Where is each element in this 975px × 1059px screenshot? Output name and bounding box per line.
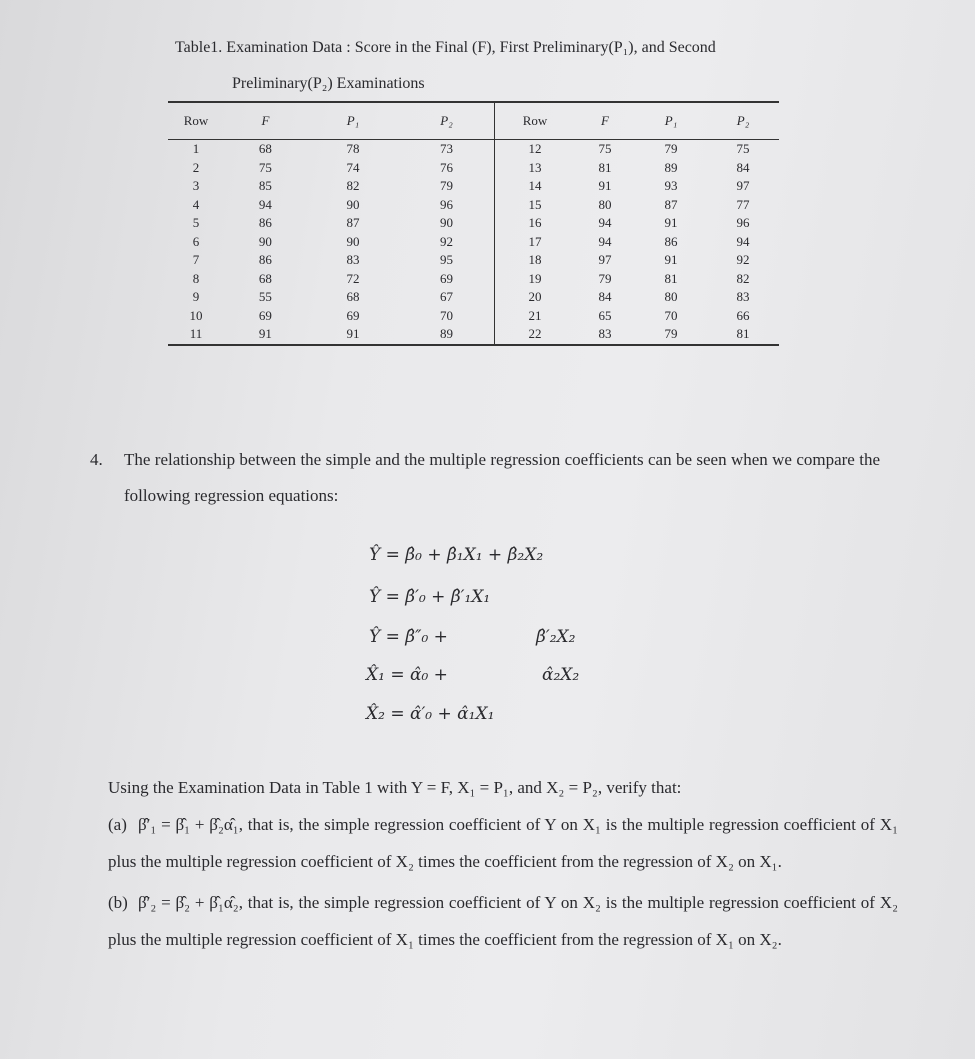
part-b-label: (b) — [108, 893, 128, 912]
table-cell: 68 — [258, 141, 272, 157]
table-cell: 82 — [736, 270, 750, 286]
table-cell: 74 — [346, 159, 360, 175]
table-row — [168, 159, 779, 178]
table-cell: 83 — [346, 252, 360, 268]
table-cell: 94 — [598, 215, 612, 231]
table-cell: 94 — [598, 233, 612, 249]
table-cell: 86 — [258, 252, 272, 268]
table-body — [168, 140, 779, 345]
column-header-2: P₁ — [307, 102, 399, 140]
table-cell: 77 — [736, 196, 750, 212]
verification-task — [108, 770, 898, 958]
table-cell: 85 — [258, 178, 272, 194]
table-cell: 76 — [440, 159, 454, 175]
table-cell: 83 — [736, 289, 750, 305]
table-cell: 75 — [258, 159, 272, 175]
problem-statement: The relationship between the simple and the multiple regression coefficients can be seen when we compare the following regression equations: — [124, 450, 880, 505]
table-cell: 1 — [192, 141, 200, 157]
table-cell: 68 — [346, 289, 360, 305]
table-cell: 87 — [664, 196, 678, 212]
table-cell: 75 — [598, 141, 612, 157]
equation-2: Ŷ = β̂′₀ + β̂′₁X₁ — [369, 587, 491, 607]
table-cell: 19 — [495, 270, 576, 289]
part-b-text: β̂′₂ = β̂₂ + β̂₁α̂₂, that is, the simple regression coefficient of Y on X₂ is the multiple regression coefficient of X₂ plus the multiple regression coefficient of X₁ times the coefficient from the regression of X₁ on X₂. — [108, 893, 898, 949]
table-cell: 22 — [495, 325, 576, 345]
table-cell: 87 — [346, 215, 360, 231]
equation-3-right: β̂′₂X₂ — [536, 627, 576, 647]
table-cell: 81 — [598, 159, 612, 175]
column-header-3: P₂ — [399, 102, 494, 140]
table-caption-line-1: Table1. Examination Data : Score in the Final (F), First Preliminary(P₁), and Second — [175, 39, 716, 56]
table-row — [168, 177, 779, 196]
examination-data-table — [168, 101, 779, 346]
table-cell: 89 — [440, 326, 454, 342]
table-row — [168, 251, 779, 270]
table-header-row — [168, 102, 779, 140]
column-header-0: Row — [168, 102, 224, 140]
part-a-text: β̂′₁ = β̂₁ + β̂₂α̂₁, that is, the simple regression coefficient of Y on X₁ is the multiple regression coefficient of X₁ plus the multiple regression coefficient of X₂ times the coefficient from the regression of X₂ on X₁. — [108, 815, 898, 871]
equation-4-right: α̂₂X₂ — [542, 665, 580, 685]
table-cell: 91 — [664, 215, 678, 231]
equation-4-left: X̂₁ = α̂₀ + — [366, 665, 448, 685]
column-header-5: F — [575, 102, 635, 140]
table-cell: 5 — [192, 215, 200, 231]
equation-1: Ŷ = β̂₀ + β̂₁X₁ + β̂₂X₂ — [369, 545, 544, 565]
table-cell: 20 — [495, 288, 576, 307]
table-cell: 9 — [192, 289, 200, 305]
problem-number: 4. — [90, 450, 103, 469]
table-cell: 65 — [598, 307, 612, 323]
table-cell: 91 — [346, 326, 360, 342]
table-cell: 66 — [736, 307, 750, 323]
table-cell: 97 — [598, 252, 612, 268]
table-cell: 2 — [192, 159, 200, 175]
table-cell: 18 — [495, 251, 576, 270]
table-cell: 80 — [664, 289, 678, 305]
table-row — [168, 233, 779, 252]
table-cell: 91 — [258, 326, 272, 342]
table-cell: 73 — [440, 141, 454, 157]
table-cell: 90 — [258, 233, 272, 249]
table-cell: 8 — [192, 270, 200, 286]
table-cell: 69 — [440, 270, 454, 286]
table-cell: 84 — [598, 289, 612, 305]
table-caption-line-2: Preliminary(P₂) Examinations — [232, 75, 425, 92]
table-cell: 70 — [664, 307, 678, 323]
table-cell: 80 — [598, 196, 612, 212]
table-cell: 90 — [440, 215, 454, 231]
table-cell: 96 — [440, 196, 454, 212]
column-header-7: P₂ — [707, 102, 779, 140]
table-cell: 97 — [736, 178, 750, 194]
table-cell: 11 — [189, 326, 203, 342]
table-row — [168, 307, 779, 326]
table-caption — [175, 30, 716, 102]
table-cell: 70 — [440, 307, 454, 323]
table-cell: 72 — [346, 270, 360, 286]
table-cell: 79 — [598, 270, 612, 286]
table-cell: 89 — [664, 159, 678, 175]
table-cell: 81 — [664, 270, 678, 286]
table-row — [168, 288, 779, 307]
table-cell: 75 — [736, 141, 750, 157]
column-header-1: F — [224, 102, 307, 140]
table-cell: 90 — [346, 233, 360, 249]
table-cell: 16 — [495, 214, 576, 233]
table-cell: 12 — [495, 140, 576, 159]
table-cell: 83 — [598, 326, 612, 342]
table-cell: 13 — [495, 159, 576, 178]
table-cell: 10 — [189, 307, 203, 323]
table-cell: 93 — [664, 178, 678, 194]
table-cell: 95 — [440, 252, 454, 268]
table-cell: 78 — [346, 141, 360, 157]
table-cell: 7 — [192, 252, 200, 268]
equation-3-left: Ŷ = β̂″₀ + — [369, 627, 448, 647]
table-cell: 55 — [258, 289, 272, 305]
table-cell: 84 — [736, 159, 750, 175]
table-cell: 92 — [736, 252, 750, 268]
table-cell: 21 — [495, 307, 576, 326]
table-cell: 86 — [664, 233, 678, 249]
table-cell: 91 — [664, 252, 678, 268]
table-cell: 82 — [346, 178, 360, 194]
column-header-6: P₁ — [635, 102, 707, 140]
table-cell: 68 — [258, 270, 272, 286]
table-cell: 94 — [736, 233, 750, 249]
table-row — [168, 140, 779, 159]
table-cell: 3 — [192, 178, 200, 194]
table-row — [168, 196, 779, 215]
table-cell: 14 — [495, 177, 576, 196]
table-cell: 15 — [495, 196, 576, 215]
equation-5: X̂₂ = α̂′₀ + α̂₁X₁ — [366, 704, 495, 724]
table-cell: 17 — [495, 233, 576, 252]
task-intro: Using the Examination Data in Table 1 with Y = F, X₁ = P₁, and X₂ = P₂, verify that: — [108, 778, 682, 797]
table-row — [168, 325, 779, 345]
table-cell: 86 — [258, 215, 272, 231]
table-cell: 91 — [598, 178, 612, 194]
table-cell: 90 — [346, 196, 360, 212]
table-cell: 6 — [192, 233, 200, 249]
problem-4 — [90, 442, 880, 514]
table-cell: 92 — [440, 233, 454, 249]
table-cell: 79 — [664, 141, 678, 157]
table-cell: 4 — [192, 196, 200, 212]
table-row — [168, 214, 779, 233]
table-cell: 94 — [258, 196, 272, 212]
part-a-label: (a) — [108, 815, 127, 834]
table-cell: 96 — [736, 215, 750, 231]
table-cell: 67 — [440, 289, 454, 305]
table-cell: 81 — [736, 326, 750, 342]
table-cell: 79 — [440, 178, 454, 194]
table-cell: 79 — [664, 326, 678, 342]
table-cell: 69 — [346, 307, 360, 323]
part-a — [108, 806, 898, 880]
table-cell: 69 — [258, 307, 272, 323]
column-header-4: Row — [495, 102, 576, 140]
part-b — [108, 884, 898, 958]
table-row — [168, 270, 779, 289]
